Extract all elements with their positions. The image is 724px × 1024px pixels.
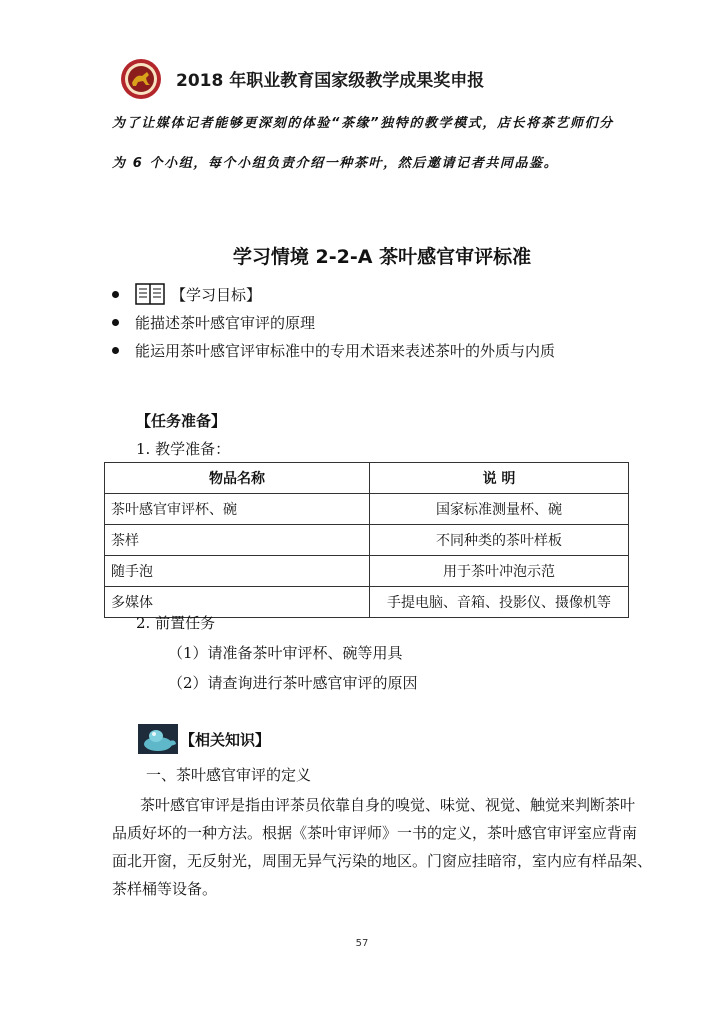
list-item: [112, 308, 632, 336]
objective-text: 能描述茶叶感官审评的原理: [135, 313, 316, 332]
teach-prep-label: 1. 教学准备：: [136, 440, 231, 458]
table-row: [105, 556, 629, 587]
bullet-icon: [112, 347, 119, 354]
list-item: [112, 336, 632, 364]
table-cell: 不同种类的茶叶样板: [370, 525, 629, 556]
objective-text: 能运用茶叶感官评审标准中的专用术语来表述茶叶的外质与内质: [135, 341, 556, 360]
pre-task-item: （2）请查询进行茶叶感官审评的原因: [168, 674, 418, 692]
pre-task-item: （1）请准备茶叶审评杯、碗等用具: [168, 644, 403, 662]
list-item: [112, 280, 632, 308]
knowledge-label: 【相关知识】: [180, 730, 271, 749]
pre-task-heading: 2. 前置任务: [136, 614, 216, 632]
section-title: 学习情境 2-2-A 茶叶感官审评标准: [232, 246, 532, 268]
page-number: 57: [355, 938, 369, 949]
objectives-list: [112, 280, 632, 364]
paragraph-line: 茶样桶等设备。: [112, 880, 218, 898]
award-logo-icon: [120, 58, 162, 100]
table-cell: 茶样: [105, 525, 370, 556]
intro-line-2: 为 6 个小组，每个小组负责介绍一种茶叶，然后邀请记者共同品鉴。: [112, 156, 559, 171]
definition-heading: 一、茶叶感官审评的定义: [146, 766, 312, 784]
materials-table: [104, 462, 629, 618]
header-title: 2018 年职业教育国家级教学成果奖申报: [176, 71, 485, 91]
paragraph-line: 茶叶感官审评是指由评茶员依靠自身的嗅觉、味觉、视觉、触觉来判断茶叶: [140, 796, 636, 814]
table-cell: 手提电脑、音箱、投影仪、摄像机等: [370, 587, 629, 618]
table-row: [105, 494, 629, 525]
paragraph-line: 面北开窗，无反射光，周围无异气污染的地区。门窗应挂暗帘，室内应有样品架、: [112, 852, 653, 870]
bullet-icon: [112, 319, 119, 326]
knowledge-heading: [138, 724, 270, 754]
table-cell: 多媒体: [105, 587, 370, 618]
column-header: 说 明: [370, 463, 629, 494]
paragraph-line: 品质好坏的一种方法。根据《茶叶审评师》一书的定义，茶叶感官审评室应背南: [112, 824, 638, 842]
intro-line-1: 为了让媒体记者能够更深刻的体验“茶缘”独特的教学模式，店长将茶艺师们分: [112, 116, 614, 131]
table-row: [105, 525, 629, 556]
task-prep-heading: 【任务准备】: [136, 412, 227, 430]
bullet-icon: [112, 291, 119, 298]
page-header: [120, 56, 620, 106]
column-header: 物品名称: [105, 463, 370, 494]
table-cell: 用于茶叶冲泡示范: [370, 556, 629, 587]
table-cell: 随手泡: [105, 556, 370, 587]
objectives-label: 【学习目标】: [171, 285, 262, 304]
teapot-icon: [138, 724, 178, 754]
table-cell: 茶叶感官审评杯、碗: [105, 494, 370, 525]
table-header-row: [105, 463, 629, 494]
table-cell: 国家标准测量杯、碗: [370, 494, 629, 525]
book-icon: [135, 283, 165, 305]
